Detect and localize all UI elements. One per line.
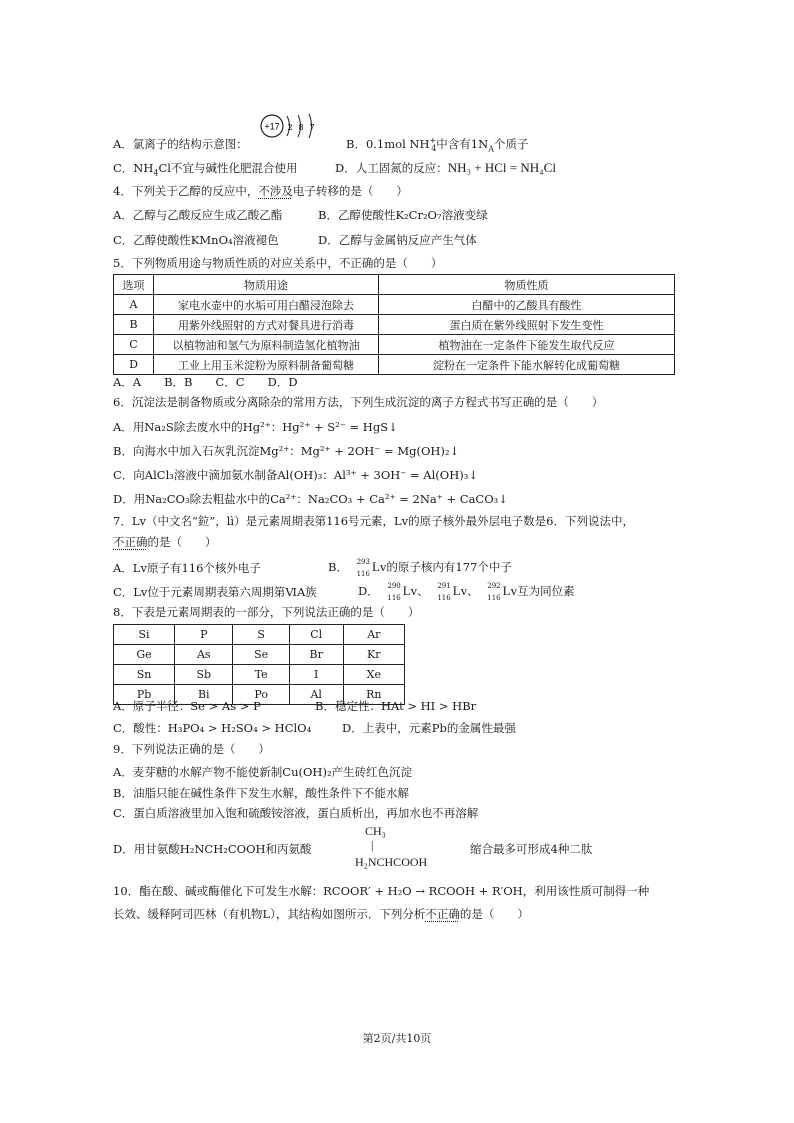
q7-c-text: C．Lv位于元素周期表第六周期第ⅥA族 xyxy=(113,585,317,599)
q3-b-end: 个质子 xyxy=(493,137,529,151)
table-cell: Ar xyxy=(343,625,404,645)
q4-d-text: D．乙醇与金属钠反应产生气体 xyxy=(318,233,477,247)
q3-d-text: D．人工固氮的反应： xyxy=(335,161,448,175)
q10-line1-text: 10．酯在酸、碱或酶催化下可发生水解：RCOOR′ + H₂O → RCOOH + R′OH，利用该性质可制得一种 xyxy=(113,884,650,898)
q10-line2 xyxy=(113,906,529,922)
q3-option-a xyxy=(113,136,248,152)
table-cell: P xyxy=(175,625,233,645)
table-cell: Ge xyxy=(114,645,175,665)
q6-a-text: A．用Na₂S除去废水中的Hg²⁺：Hg²⁺ + S²⁻ = HgS↓ xyxy=(113,420,398,434)
q4-option-d xyxy=(318,232,477,248)
table-cell: Kr xyxy=(343,645,404,665)
q9-d-post-text: 缩合最多可形成4种二肽 xyxy=(470,842,593,856)
table-cell: Te xyxy=(233,665,289,685)
table-cell: Si xyxy=(114,625,175,645)
table-cell: 工业上用玉米淀粉为原料制备葡萄糖 xyxy=(154,355,379,375)
q10-emphasis: 不正确 xyxy=(425,907,460,921)
q7-a-text: A．Lv原子有116个核外电子 xyxy=(113,561,261,575)
q6-c-text: C．向AlCl₃溶液中滴加氨水制备Al(OH)₃：Al³⁺ + 3OH⁻ = Al(OH)₃↓ xyxy=(113,468,478,482)
nucleus-charge: +17 xyxy=(264,121,280,132)
q9-option-d xyxy=(113,841,312,857)
q7-option-b xyxy=(328,557,512,579)
q4-stem xyxy=(113,183,408,199)
isotope-lv-290 xyxy=(379,581,401,603)
q9-b-text: B．油脂只能在碱性条件下发生水解，酸性条件下不能水解 xyxy=(113,786,409,800)
q9-c-text: C．蛋白质溶液里加入饱和硫酸铵溶液，蛋白质析出，再加水也不再溶解 xyxy=(113,806,479,820)
isotope-lv-292 xyxy=(479,581,501,603)
q9-option-b xyxy=(113,785,409,801)
q3-c-rest: Cl不宜与碱性化肥混合使用 xyxy=(158,161,298,175)
q4-b-text: B．乙醇使酸性K₂Cr₂O₇溶液变绿 xyxy=(318,208,488,222)
q7-stem-emphasis: 不正确 xyxy=(113,535,148,549)
table-header-cell: 选项 xyxy=(114,275,154,295)
q3-a-label: A．氯离子的结构示意图： xyxy=(113,137,248,151)
q6-d-text: D．用Na₂CO₃除去粗盐水中的Ca²⁺：Na₂CO₃ + Ca²⁺ = 2Na⁺ + CaCO₃↓ xyxy=(113,492,508,506)
table-cell: 植物油在一定条件下能发生取代反应 xyxy=(379,335,675,355)
shell-2-count: 8 xyxy=(298,123,304,132)
q8-stem-text: 8．下表是元素周期表的一部分，下列说法正确的是（ ） xyxy=(113,605,420,619)
isotope-z: 116 xyxy=(487,594,501,602)
q7-stem2-post: 的是（ ） xyxy=(147,535,217,549)
q3-b-sub: 4 xyxy=(431,144,437,154)
shell-1-count: 2 xyxy=(287,123,293,132)
page-number-footer: 第2页/共10页 xyxy=(362,1032,432,1045)
q3-c-sub: 4 xyxy=(153,168,159,178)
table-cell: Sn xyxy=(114,665,175,685)
table-cell: Al xyxy=(289,685,343,705)
table-cell: 家电水壶中的水垢可用白醋浸泡除去 xyxy=(154,295,379,315)
isotope-mass: 290 xyxy=(387,582,401,590)
q8-option-a xyxy=(113,698,261,714)
q7-option-a xyxy=(113,560,261,576)
table-row xyxy=(114,625,405,645)
q7-stem-line2 xyxy=(113,534,217,550)
q3-option-d xyxy=(335,160,556,176)
isotope-lv-291 xyxy=(429,581,451,603)
table-cell: Pb xyxy=(114,685,175,705)
q8-b-text: B．稳定性：HAt > HI > HBr xyxy=(315,699,477,713)
q8-d-text: D．上表中，元素Pb的金属性最强 xyxy=(342,721,516,735)
q9-stem-text: 9．下列说法正确的是（ ） xyxy=(113,742,270,756)
table-cell: 以植物油和氢气为原料制造氢化植物油 xyxy=(154,335,379,355)
alanine-bond: | xyxy=(371,838,374,852)
isotope-symbol: Lv xyxy=(371,559,387,574)
table-header-row xyxy=(114,275,675,295)
table-header-cell: 物质用途 xyxy=(154,275,379,295)
q10-line2-pre: 长效、缓释阿司匹林（有机物L），其结构如图所示．下列分析 xyxy=(113,907,426,921)
isotope-symbol: Lv xyxy=(502,583,518,598)
q4-option-a xyxy=(113,207,282,223)
table-cell: S xyxy=(233,625,289,645)
q3-option-c xyxy=(113,160,297,176)
q5-stem xyxy=(113,255,442,271)
q6-stem xyxy=(113,394,603,410)
q9-option-a xyxy=(113,764,412,780)
table-cell: C xyxy=(114,335,154,355)
q8-option-c xyxy=(113,720,311,736)
q4-a-text: A．乙醇与乙酸反应生成乙酸乙酯 xyxy=(113,208,283,222)
q4-stem-pre: 4．下列关于乙醇的反应中， xyxy=(113,184,259,198)
isotope-z: 116 xyxy=(387,594,401,602)
isotope-mass: 292 xyxy=(487,582,501,590)
q4-option-c xyxy=(113,232,279,248)
q5-options-text: A．A B．B C．C D．D xyxy=(113,375,298,389)
isotope-symbol: Lv xyxy=(452,583,468,598)
table-cell: Po xyxy=(233,685,289,705)
q9-a-text: A．麦芽糖的水解产物不能使新制Cu(OH)₂产生砖红色沉淀 xyxy=(113,765,413,779)
isotope-z: 116 xyxy=(437,594,451,602)
q7-b-post: 的原子核内有177个中子 xyxy=(386,560,512,574)
table-header-cell: 物质性质 xyxy=(379,275,675,295)
q3-b-rest: 中含有1N xyxy=(436,137,489,151)
q6-option-c xyxy=(113,467,478,483)
q3-b-sub2: A xyxy=(488,144,494,154)
isotope-z: 116 xyxy=(356,570,370,578)
shell-3-count: 7 xyxy=(309,123,315,132)
q9-d-pre: D．用甘氨酸H₂NCH₂COOH和丙氨酸 xyxy=(113,842,312,856)
q7-d-pre: D． xyxy=(358,584,379,598)
q9-option-c xyxy=(113,805,478,821)
q4-c-text: C．乙醇使酸性KMnO₄溶液褪色 xyxy=(113,233,279,247)
isotope-mass: 293 xyxy=(356,558,370,566)
table-row xyxy=(114,315,675,335)
q3-b-text: B．0.1mol NH xyxy=(346,137,430,151)
isotope-mass: 291 xyxy=(437,582,451,590)
table-cell: Se xyxy=(233,645,289,665)
q3-d-equation: NH₃ + HCl = NH₄Cl xyxy=(447,160,556,175)
q3-c-text: C．NH xyxy=(113,161,154,175)
q8-option-d xyxy=(342,720,516,736)
q6-option-a xyxy=(113,419,398,435)
q6-b-text: B．向海水中加入石灰乳沉淀Mg²⁺：Mg²⁺ + 2OH⁻ = Mg(OH)₂↓ xyxy=(113,444,460,458)
table-cell: 蛋白质在紫外线照射下发生变性 xyxy=(379,315,675,335)
q8-c-text: C．酸性：H₃PO₄ > H₂SO₄ > HClO₄ xyxy=(113,721,312,735)
q3-option-b xyxy=(346,136,528,152)
table-cell: B xyxy=(114,315,154,335)
q5-stem-text: 5．下列物质用途与物质性质的对应关系中，不正确的是（ ） xyxy=(113,256,443,270)
chlorine-ion-structure-diagram xyxy=(258,113,328,139)
q4-option-b xyxy=(318,207,488,223)
table-cell: Br xyxy=(289,645,343,665)
q4-stem-emphasis: 不涉及 xyxy=(258,184,293,198)
q7-stem-line1 xyxy=(113,513,634,529)
q6-option-d xyxy=(113,491,508,507)
q5-table xyxy=(113,274,675,375)
q9-stem xyxy=(113,741,270,757)
q10-line1 xyxy=(113,883,649,899)
table-cell: Rn xyxy=(343,685,404,705)
separator: 、 xyxy=(417,584,429,598)
table-cell: As xyxy=(175,645,233,665)
table-cell: Xe xyxy=(343,665,404,685)
table-row xyxy=(114,335,675,355)
q5-options xyxy=(113,374,298,390)
q4-stem-post: 电子转移的是（ ） xyxy=(292,184,408,198)
table-cell: Sb xyxy=(175,665,233,685)
q10-line2-post: 的是（ ） xyxy=(459,907,529,921)
q6-stem-text: 6．沉淀法是制备物质或分离除杂的常用方法，下列生成沉淀的离子方程式书写正确的是（ ） xyxy=(113,395,604,409)
q7-option-d xyxy=(358,581,575,603)
q3-b-sup: + xyxy=(429,136,437,146)
table-row xyxy=(114,665,405,685)
table-row xyxy=(114,295,675,315)
table-cell: D xyxy=(114,355,154,375)
table-cell: 白醋中的乙酸具有酸性 xyxy=(379,295,675,315)
q8-periodic-table xyxy=(113,624,405,705)
table-cell: I xyxy=(289,665,343,685)
alanine-main-chain: H₂NCHCOOH xyxy=(355,855,428,869)
table-row xyxy=(114,355,675,375)
q7-option-c xyxy=(113,584,317,600)
table-cell: A xyxy=(114,295,154,315)
table-cell: 用紫外线照射的方式对餐具进行消毒 xyxy=(154,315,379,335)
table-cell: Bi xyxy=(175,685,233,705)
table-cell: Cl xyxy=(289,625,343,645)
isotope-symbol: Lv xyxy=(402,583,418,598)
q9-d-post xyxy=(470,841,592,857)
q7-d-post: 互为同位素 xyxy=(517,584,575,598)
q8-a-text: A．原子半径：Se > As > P xyxy=(113,699,261,713)
q8-stem xyxy=(113,604,419,620)
table-cell: 淀粉在一定条件下能水解转化成葡萄糖 xyxy=(379,355,675,375)
separator: 、 xyxy=(467,584,479,598)
q6-option-b xyxy=(113,443,459,459)
q8-option-b xyxy=(315,698,476,714)
q7-b-pre: B． xyxy=(328,560,348,574)
alanine-ch3-group: CH₃ xyxy=(365,824,386,838)
table-row xyxy=(114,645,405,665)
isotope-lv-293 xyxy=(348,557,370,579)
q7-stem1-text: 7．Lv（中文名“鉝”，lì）是元素周期表第116号元素，Lv的原子核外最外层电子数是6．下列说法中， xyxy=(113,514,634,528)
